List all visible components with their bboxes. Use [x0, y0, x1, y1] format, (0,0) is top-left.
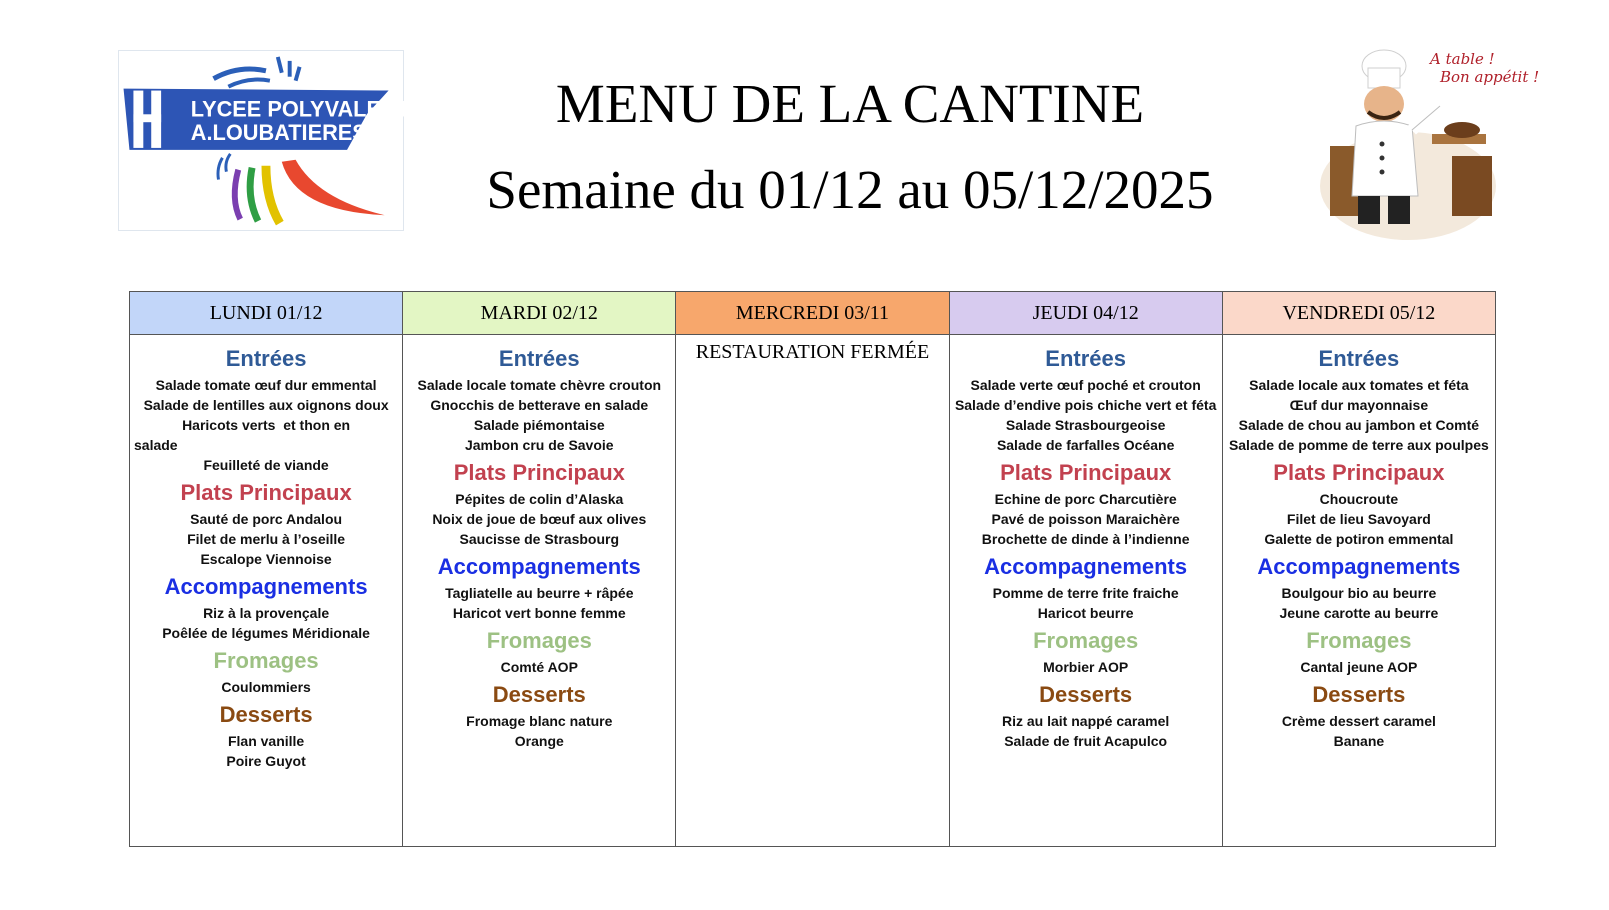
menu-item: Salade locale tomate chèvre crouton — [417, 377, 662, 393]
day-header-vendredi: VENDREDI 05/12 — [1222, 292, 1495, 335]
menu-item: Salade tomate œuf dur emmental — [155, 377, 377, 393]
day-header-lundi: LUNDI 01/12 — [130, 292, 403, 335]
section-title-accompagnements: Accompagnements — [437, 554, 641, 579]
section-title-fromages: Fromages — [213, 648, 319, 673]
menu-item: Poêlée de légumes Méridionale — [162, 625, 370, 641]
section-title-desserts: Desserts — [492, 682, 586, 707]
menu-item: Salade piémontaise — [473, 417, 605, 433]
menu-item: Flan vanille — [227, 733, 305, 749]
section-title-fromages: Fromages — [486, 628, 592, 653]
menu-item: Riz à la provençale — [203, 605, 330, 621]
section-title-fromages: Fromages — [1306, 628, 1412, 653]
day-cell-jeudi — [949, 335, 1222, 847]
section-title-plats: Plats Principaux — [180, 480, 352, 505]
menu-item: Salade de pomme de terre aux poulpes — [1228, 437, 1489, 453]
section-title-accompagnements: Accompagnements — [164, 574, 368, 599]
menu-item: Haricots verts et thon en — [182, 417, 351, 433]
menu-header-row — [130, 292, 1496, 335]
menu-item: Poire Guyot — [226, 753, 306, 769]
menu-item: Cantal jeune AOP — [1300, 659, 1418, 675]
menu-item: Riz au lait nappé caramel — [1002, 713, 1170, 729]
school-logo-graphic — [119, 51, 410, 230]
menu-item: Sauté de porc Andalou — [190, 511, 343, 527]
menu-item: Crème dessert caramel — [1281, 713, 1436, 729]
section-title-entrees: Entrées — [225, 346, 307, 371]
section-title-accompagnements: Accompagnements — [1257, 554, 1461, 579]
menu-item: Fromage blanc nature — [466, 713, 613, 729]
section-title-entrees: Entrées — [1318, 346, 1400, 371]
day-cell-mardi — [403, 335, 676, 847]
menu-item: Pépites de colin d’Alaska — [455, 491, 624, 507]
menu-item: Pavé de poisson Maraichère — [991, 511, 1180, 527]
menu-item: Salade de chou au jambon et Comté — [1238, 417, 1480, 433]
section-title-fromages: Fromages — [1033, 628, 1139, 653]
menu-item: Filet de merlu à l’oseille — [187, 531, 346, 547]
menu-item: Salade verte œuf poché et crouton — [970, 377, 1201, 393]
menu-item: Filet de lieu Savoyard — [1286, 511, 1431, 527]
menu-item: Salade d’endive pois chiche vert et féta — [954, 397, 1217, 413]
menu-item: Haricot vert bonne femme — [452, 605, 626, 621]
chef-caption-line2: Bon appétit ! — [1440, 68, 1540, 86]
menu-item: Coulommiers — [221, 679, 311, 695]
section-title-desserts: Desserts — [1039, 682, 1133, 707]
menu-item: Choucroute — [1319, 491, 1399, 507]
menu-item: Banane — [1333, 733, 1385, 749]
section-title-plats: Plats Principaux — [453, 460, 625, 485]
menu-item: Haricot beurre — [1037, 605, 1134, 621]
menu-item-wrap: salade — [134, 437, 178, 453]
section-title-accompagnements: Accompagnements — [984, 554, 1188, 579]
menu-item: Salade de fruit Acapulco — [1004, 733, 1168, 749]
menu-item: Comté AOP — [500, 659, 578, 675]
menu-body-row — [130, 335, 1496, 847]
chef-caption-line1: A table ! — [1430, 50, 1495, 68]
menu-item: Morbier AOP — [1043, 659, 1129, 675]
day-header-jeudi: JEUDI 04/12 — [949, 292, 1222, 335]
day-header-mardi: MARDI 02/12 — [403, 292, 676, 335]
menu-item: Jambon cru de Savoie — [464, 437, 614, 453]
section-title-desserts: Desserts — [1312, 682, 1406, 707]
menu-item: Orange — [514, 733, 564, 749]
menu-item: Noix de joue de bœuf aux olives — [432, 511, 647, 527]
day-cell-vendredi — [1222, 335, 1495, 847]
menu-item: Saucisse de Strasbourg — [459, 531, 620, 547]
menu-item: Salade de lentilles aux oignons doux — [143, 397, 389, 413]
menu-item: Gnocchis de betterave en salade — [430, 397, 649, 413]
closed-notice: RESTAURATION FERMÉE — [695, 341, 930, 363]
menu-item: Tagliatelle au beurre + râpée — [445, 585, 634, 601]
day-cell-lundi — [130, 335, 403, 847]
menu-item: Escalope Viennoise — [200, 551, 332, 567]
menu-item: Brochette de dinde à l’indienne — [981, 531, 1190, 547]
menu-item: Feuilleté de viande — [203, 457, 329, 473]
section-title-desserts: Desserts — [219, 702, 313, 727]
menu-item: Galette de potiron emmental — [1264, 531, 1454, 547]
menu-item: Œuf dur mayonnaise — [1289, 397, 1429, 413]
menu-item: Boulgour bio au beurre — [1281, 585, 1437, 601]
menu-item: Jeune carotte au beurre — [1279, 605, 1439, 621]
menu-item: Echine de porc Charcutière — [994, 491, 1177, 507]
day-cell-mercredi — [676, 335, 949, 847]
page-title: MENU DE LA CANTINE — [555, 73, 1145, 134]
section-title-plats: Plats Principaux — [1273, 460, 1445, 485]
day-header-mercredi: MERCREDI 03/11 — [676, 292, 949, 335]
chef-icon — [1312, 46, 1540, 242]
menu-item: Salade locale aux tomates et féta — [1249, 377, 1469, 393]
logo-text-line2: A.LOUBATIERES — [190, 120, 367, 146]
page-subtitle: Semaine du 01/12 au 05/12/2025 — [486, 159, 1214, 220]
section-title-plats: Plats Principaux — [1000, 460, 1172, 485]
menu-table — [129, 291, 1496, 847]
school-logo — [118, 50, 410, 231]
section-title-entrees: Entrées — [1045, 346, 1127, 371]
logo-text-line1: LYCEE POLYVALENT — [190, 96, 410, 122]
section-title-entrees: Entrées — [498, 346, 580, 371]
chef-illustration — [1312, 46, 1540, 242]
menu-item: Salade Strasbourgeoise — [1005, 417, 1166, 433]
menu-item: Salade de farfalles Océane — [996, 437, 1175, 453]
menu-item: Pomme de terre frite fraiche — [992, 585, 1179, 601]
